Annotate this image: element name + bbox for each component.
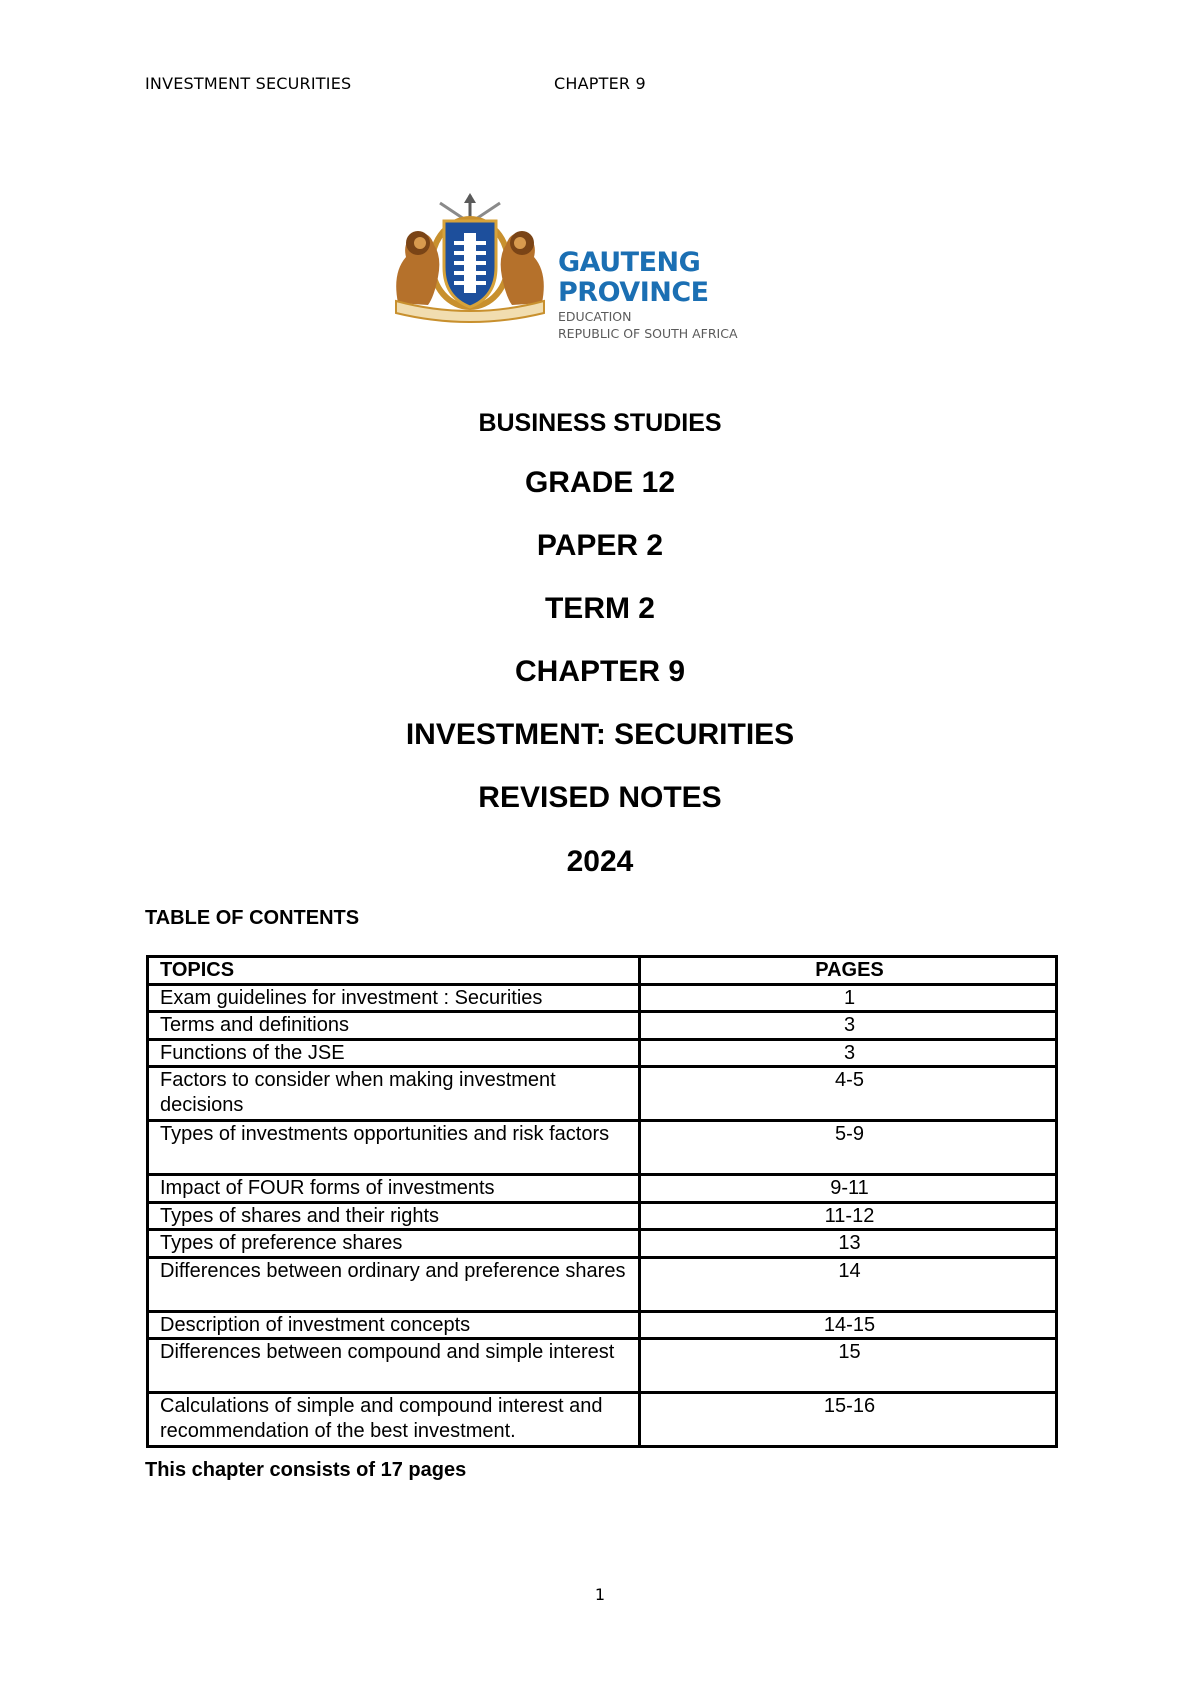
toc-pages: 15-16 <box>640 1393 1057 1447</box>
coat-of-arms-icon <box>388 193 553 323</box>
toc-pages: 9-11 <box>640 1175 1057 1203</box>
toc-pages: 3 <box>640 1012 1057 1040</box>
toc-pages: 1 <box>640 984 1057 1012</box>
toc-pages: 15 <box>640 1339 1057 1393</box>
table-row <box>148 1012 1057 1040</box>
table-row <box>148 1039 1057 1067</box>
toc-pages: 5-9 <box>640 1121 1057 1175</box>
toc-pages: 14-15 <box>640 1311 1057 1339</box>
toc-topic: Description of investment concepts <box>148 1311 640 1339</box>
table-row <box>148 1121 1057 1175</box>
toc-topic: Types of preference shares <box>148 1230 640 1258</box>
term-title: TERM 2 <box>544 592 655 625</box>
notes-title: REVISED NOTES <box>478 781 722 814</box>
chapter-page-count-note: This chapter consists of 17 pages <box>145 1459 467 1481</box>
table-row <box>148 1202 1057 1230</box>
toc-pages: 14 <box>640 1257 1057 1311</box>
logo-subtitle-education: EDUCATION <box>558 309 632 324</box>
toc-pages: 11-12 <box>640 1202 1057 1230</box>
gauteng-education-logo <box>388 193 828 341</box>
toc-topic: Calculations of simple and compound interest and recommendation of the best investment. <box>148 1393 640 1447</box>
grade-title: GRADE 12 <box>524 466 676 499</box>
year-title: 2024 <box>566 845 634 878</box>
logo-subtitle-country: REPUBLIC OF SOUTH AFRICA <box>558 326 738 341</box>
table-row <box>148 1339 1057 1393</box>
toc-topic: Exam guidelines for investment : Securities <box>148 984 640 1012</box>
toc-column-topics: TOPICS <box>148 957 640 985</box>
toc-pages: 4-5 <box>640 1067 1057 1121</box>
table-row <box>148 1230 1057 1258</box>
toc-topic: Differences between ordinary and preference shares <box>148 1257 640 1311</box>
toc-heading: TABLE OF CONTENTS <box>145 907 360 929</box>
table-row <box>148 1175 1057 1203</box>
running-header-left: INVESTMENT SECURITIES <box>145 74 352 93</box>
table-row <box>148 984 1057 1012</box>
logo-title: GAUTENG PROVINCE <box>558 247 709 308</box>
table-row <box>148 1311 1057 1339</box>
toc-column-pages: PAGES <box>640 957 1057 985</box>
toc-pages: 3 <box>640 1039 1057 1067</box>
toc-topic: Functions of the JSE <box>148 1039 640 1067</box>
toc-pages: 13 <box>640 1230 1057 1258</box>
toc-topic: Factors to consider when making investment decisions <box>148 1067 640 1121</box>
page-number: 1 <box>594 1585 606 1604</box>
toc-topic: Types of investments opportunities and risk factors <box>148 1121 640 1175</box>
running-header-right: CHAPTER 9 <box>554 74 646 93</box>
toc-topic: Terms and definitions <box>148 1012 640 1040</box>
toc-topic: Differences between compound and simple interest <box>148 1339 640 1393</box>
toc-topic: Impact of FOUR forms of investments <box>148 1175 640 1203</box>
table-row <box>148 1257 1057 1311</box>
subject-title: BUSINESS STUDIES <box>478 409 722 437</box>
toc-table <box>146 955 1058 1448</box>
chapter-title: CHAPTER 9 <box>514 655 686 688</box>
toc-topic: Types of shares and their rights <box>148 1202 640 1230</box>
toc-header-row <box>148 957 1057 985</box>
topic-title: INVESTMENT: SECURITIES <box>405 718 795 751</box>
table-row <box>148 1393 1057 1447</box>
paper-title: PAPER 2 <box>536 529 664 562</box>
table-row <box>148 1067 1057 1121</box>
